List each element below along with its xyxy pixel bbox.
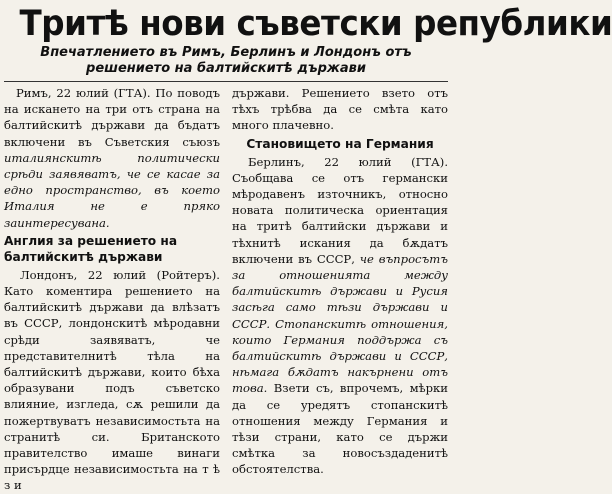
berlin-report-italic: че въпросътъ за отношенията между балтийскитѣ държави и Русия засѣга само тѣзи държави и СССР. Стопанскитѣ отношения, които Германия поддържа съ балтийскитѣ държави и СССР, нѣмага бѫдатъ накърнени отъ това. — [232, 251, 448, 396]
left-column — [4, 85, 220, 494]
germany-heading: Становището на Германия — [246, 136, 434, 151]
rome-report-text: Римъ, 22 юлий (ГТА). По поводъ на искането на три отъ страна на балтийскитѣ държави да бъдатъ включени въ Съветския съюзъ — [4, 86, 220, 149]
newspaper-page — [0, 3, 612, 493]
rome-report-italic: италиянскитѣ политически срѣди заявяватъ, че се касае за едно пространство, въ което Италия не е пряко заинтересувана. — [4, 150, 220, 230]
london-report: Лондонъ, 22 юлий (Ройтеръ). Като коментира решението на балтийскитѣ държави да влѣзатъ въ СССР, лондонскитѣ мѣродавни срѣди заявяватъ, че представителнитѣ тѣла на балтийскитѣ държави, които бѣха образувани подъ съветско влияние, изгледа, сѫ решили да пожертвуватъ независимостьта на странитѣ си. Британското правителство имаше винаги присърдце независимостьта на т ѣ з и — [4, 267, 220, 493]
berlin-report-text: Берлинъ, 22 юлий (ГТА). Съобщава се отъ германски мѣродавенъ източникъ, относно новата политическа ориентация на тритѣ балтийски държави и тѣхнитѣ искания да бѫдатъ включени въ СССР, — [232, 154, 448, 266]
rome-report — [4, 85, 220, 231]
headline: Тритѣ нови съветски републики — [19, 4, 612, 44]
divider — [4, 81, 448, 82]
england-heading: Англия за решението на балтийскитѣ държави — [4, 233, 178, 264]
berlin-report-tail: Взети съ, впрочемъ, мѣрки да се уредятъ стопанскитѣ отношения между Германия и тѣзи страни, като се държи смѣтка за новосъздаденитѣ обстоятелства. — [232, 381, 449, 477]
continued-text: държави. Решението взето отъ тѣхъ трѣбва да се смѣта като много плачевно. — [232, 86, 448, 133]
berlin-report — [232, 154, 448, 478]
article-columns — [4, 85, 448, 494]
subheadline: Впечатлението въ Римъ, Берлинъ и Лондонъ отъ решението на балтийскитѣ държави — [40, 45, 412, 76]
right-column — [232, 85, 448, 494]
